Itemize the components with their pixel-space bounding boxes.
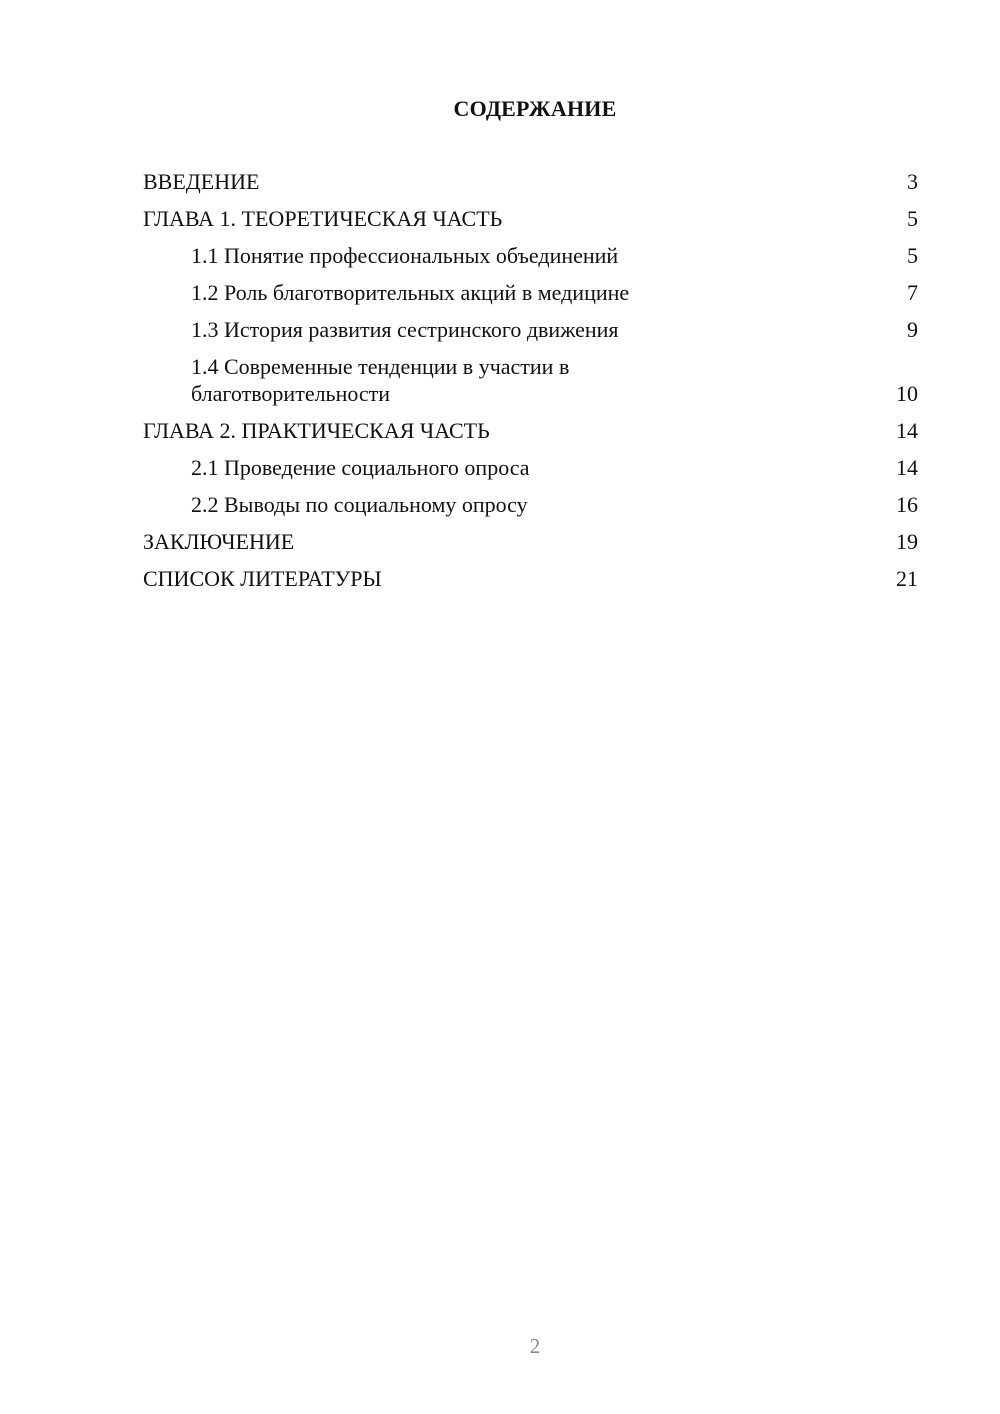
- toc-entry-page: 7: [907, 280, 918, 305]
- toc-entry: [143, 205, 918, 232]
- toc-entry: [143, 417, 918, 444]
- toc-entry-title: 1.4 Современные тенденции в участии в благотворительности: [191, 354, 570, 406]
- toc-entry: [143, 279, 918, 306]
- toc-entry: [143, 168, 918, 195]
- toc-entry-page: 5: [907, 243, 918, 268]
- toc-entry-page: 14: [896, 455, 918, 480]
- toc-entry-title: ЗАКЛЮЧЕНИЕ: [143, 529, 295, 554]
- toc-entry: [143, 491, 918, 518]
- toc-entry-page: 9: [907, 317, 918, 342]
- toc-entry-title: ГЛАВА 1. ТЕОРЕТИЧЕСКАЯ ЧАСТЬ: [143, 206, 503, 231]
- toc-entry: [143, 454, 918, 481]
- toc-entry-title: 2.2 Выводы по социальному опросу: [191, 492, 528, 517]
- toc-entry-page: 3: [907, 169, 918, 194]
- toc-entry-page: 5: [907, 206, 918, 231]
- toc-entry-title: ГЛАВА 2. ПРАКТИЧЕСКАЯ ЧАСТЬ: [143, 418, 490, 443]
- page-number: 2: [529, 1334, 541, 1358]
- toc-entry: [143, 242, 918, 269]
- page-title: СОДЕРЖАНИЕ: [453, 96, 617, 121]
- toc-entry: [143, 528, 918, 555]
- toc-entry-title: 1.1 Понятие профессиональных объединений: [191, 243, 619, 268]
- toc-entry: [143, 353, 918, 407]
- toc-entry-page: 16: [896, 492, 918, 517]
- toc-entry: [143, 565, 918, 592]
- toc-entry-title: 1.3 История развития сестринского движения: [191, 317, 619, 342]
- toc-entry-title: ВВЕДЕНИЕ: [143, 169, 260, 194]
- toc-entry-page: 19: [896, 529, 918, 554]
- toc-entry-title: 1.2 Роль благотворительных акций в медицине: [191, 280, 630, 305]
- toc-entry-page: 21: [896, 566, 918, 591]
- toc-entry: [143, 316, 918, 343]
- toc-entry-page: 10: [896, 381, 918, 406]
- table-of-contents: [143, 168, 918, 602]
- toc-entry-page: 14: [896, 418, 918, 443]
- toc-entry-title: 2.1 Проведение социального опроса: [191, 455, 530, 480]
- toc-entry-title: СПИСОК ЛИТЕРАТУРЫ: [143, 566, 382, 591]
